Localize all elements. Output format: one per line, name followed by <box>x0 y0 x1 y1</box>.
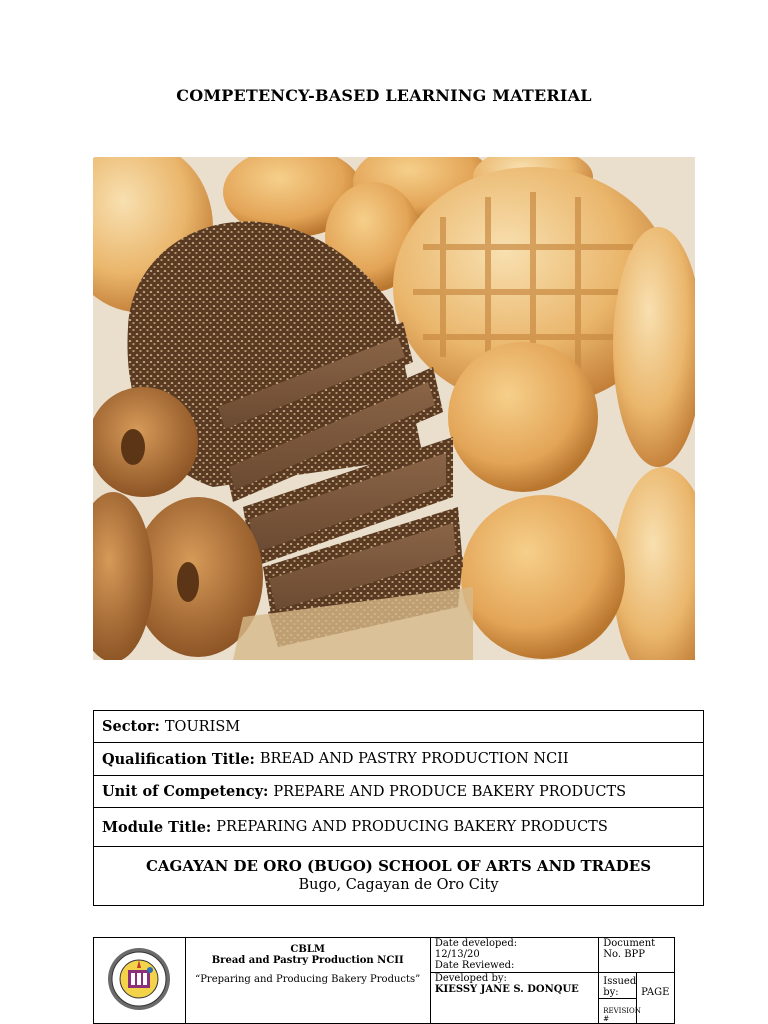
sector-value: TOURISM <box>164 718 241 735</box>
qualification-value: BREAD AND PASTRY PRODUCTION NCII <box>259 751 569 767</box>
cblm-label: CBLM <box>290 944 325 955</box>
sector-row <box>94 711 703 743</box>
page-label: PAGE <box>641 987 670 998</box>
module-label: Module Title: <box>102 818 212 836</box>
module-quote: “Preparing and Producing Bakery Products” <box>195 974 421 985</box>
module-row <box>94 808 703 847</box>
program-name: Bread and Pastry Production NCII <box>211 955 404 966</box>
revision-label: REVISION # <box>603 1007 641 1023</box>
logo-cell <box>94 938 186 1024</box>
developed-by-label: Developed by: <box>434 973 507 984</box>
school-block <box>94 847 703 905</box>
qualification-label: Qualification Title: <box>102 750 255 768</box>
module-value: PREPARING AND PRODUCING BAKERY PRODUCTS <box>216 819 608 835</box>
unit-value: PREPARE AND PRODUCE BAKERY PRODUCTS <box>273 783 627 800</box>
cblm-cell <box>185 938 430 1024</box>
date-developed-label: Date developed: <box>434 938 518 949</box>
page-cell <box>637 973 675 1024</box>
school-address: Bugo, Cagayan de Oro City <box>298 877 499 893</box>
date-developed-value: 12/13/20 <box>434 949 480 960</box>
document-no-cell <box>599 938 675 973</box>
issued-by-cell <box>599 973 637 999</box>
sector-label: Sector: <box>102 718 160 735</box>
date-reviewed-label: Date Reviewed: <box>434 960 515 971</box>
bread-photo <box>93 157 695 660</box>
school-logo-icon <box>102 946 176 1012</box>
issued-by: Issued by: <box>603 976 637 998</box>
unit-label: Unit of Competency: <box>102 783 269 800</box>
date-cell <box>430 938 598 973</box>
developed-by-value: KIESSY JANE S. DONQUE <box>434 984 579 995</box>
school-name: CAGAYAN DE ORO (BUGO) SCHOOL OF ARTS AND TRADES <box>145 857 652 875</box>
unit-row <box>94 776 703 808</box>
document-no: Document No. BPP <box>603 938 656 960</box>
qualification-row <box>94 743 703 776</box>
info-table <box>93 710 704 906</box>
developed-by-cell <box>430 973 598 1024</box>
revision-cell <box>599 999 641 1024</box>
page-title: COMPETENCY-BASED LEARNING MATERIAL <box>176 86 592 105</box>
footer-table <box>93 937 675 1024</box>
